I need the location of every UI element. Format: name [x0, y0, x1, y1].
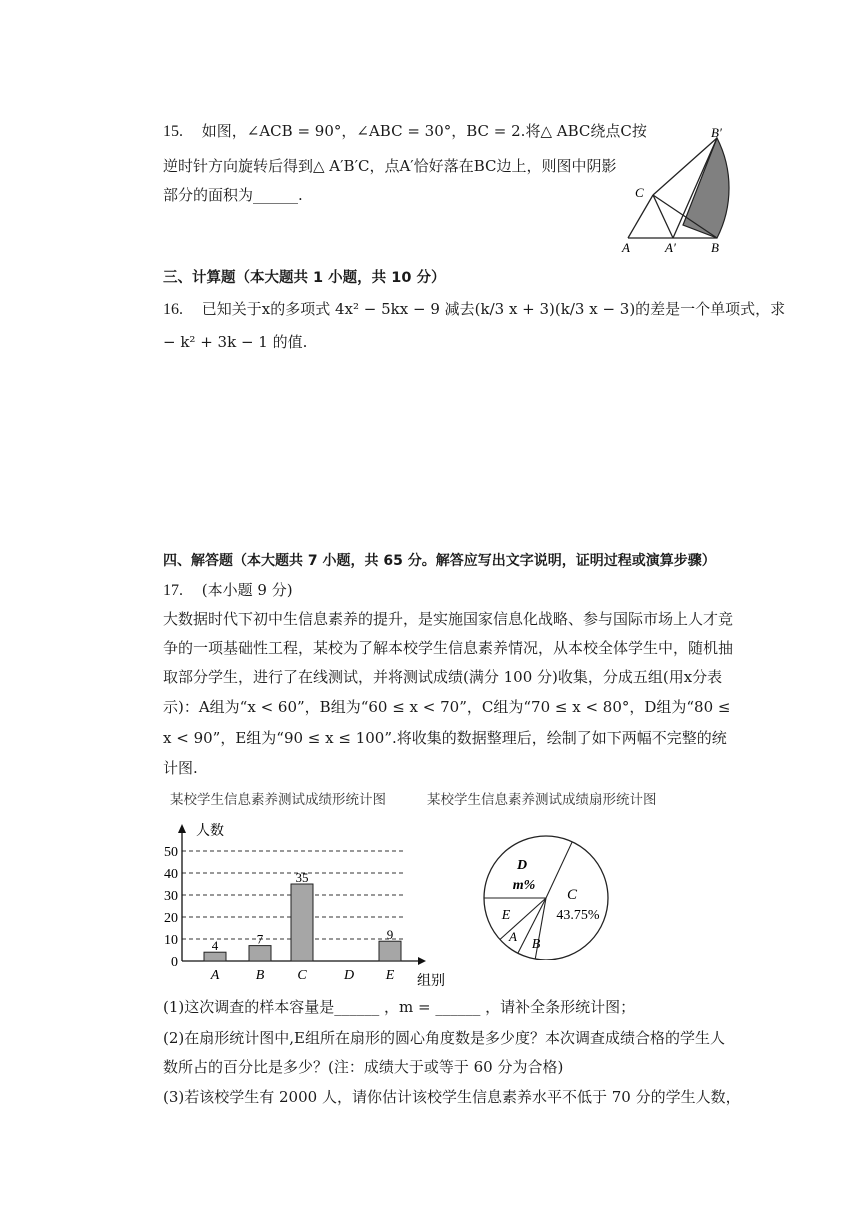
- q17-question-2: 数所占的百分比是多少？(注：成绩大于或等于 60 分为合格): [163, 1058, 564, 1076]
- y-tick-label: 20: [164, 911, 178, 926]
- y-tick-label: 10: [164, 933, 178, 948]
- y-tick-label: 40: [164, 867, 178, 882]
- x-tick-label-A: A: [210, 968, 220, 983]
- pie-chart: [480, 810, 615, 960]
- slice-name-B: B: [531, 937, 541, 952]
- label-C: C: [635, 185, 644, 200]
- x-tick-label-C: C: [297, 968, 307, 983]
- data-label-B: 7: [256, 931, 264, 947]
- q15-figure: [615, 125, 735, 255]
- y-tick-label: 0: [171, 955, 178, 970]
- y-axis-arrow: [178, 824, 186, 833]
- slice-name-C: C: [566, 887, 578, 903]
- slice-label-D: m%: [512, 878, 536, 893]
- label-A1: A′: [665, 240, 676, 255]
- section4-heading: 四、解答题（本大题共 7 小题，共 65 分。解答应写出文字说明，证明过程或演算步骤）: [163, 553, 716, 569]
- y-axis-label: 人数: [196, 823, 224, 839]
- bar-C: [291, 884, 313, 961]
- x-axis-arrow: [418, 957, 426, 965]
- q16-line1: [163, 299, 785, 320]
- slice-name-E: E: [501, 908, 511, 923]
- q17-question-0: (1)这次调查的样本容量是______ ，m = ______ ，请补全条形统计图；: [163, 998, 636, 1016]
- data-label-A: 4: [211, 938, 219, 954]
- y-tick-label: 50: [164, 845, 178, 860]
- y-tick-label: 30: [164, 889, 178, 904]
- slice-label-C: 43.75%: [556, 908, 600, 923]
- q17-para-1: 争的一项基础性工程，某校为了解本校学生信息素养情况，从本校全体学生中，随机抽: [163, 639, 734, 657]
- bar-A: [204, 952, 226, 961]
- x-axis-label: 组别: [417, 973, 445, 989]
- label-B1: B′: [711, 125, 722, 140]
- q15-number: 15.: [163, 123, 183, 140]
- q17-question-1: (2)在扇形统计图中,E组所在扇形的圆心角度数是多少度？本次调查成绩合格的学生人: [163, 1029, 725, 1047]
- q17-header: [163, 580, 293, 601]
- slice-name-D: D: [516, 858, 528, 873]
- x-tick-label-D: D: [343, 968, 355, 983]
- bar-B: [249, 946, 271, 961]
- label-B: B: [711, 240, 719, 255]
- q15-text-line2: 逆时针方向旋转后得到△ A′B′C，点A′恰好落在BC边上，则图中阴影: [163, 157, 617, 175]
- data-label-E: 9: [386, 927, 394, 943]
- q16-text-line1: 已知关于x的多项式 4x² − 5kx − 9 减去(k/3 x + 3)(k/3 x − 3)的差是一个单项式，求: [201, 300, 786, 318]
- q17-para-2: 取部分学生，进行了在线测试，并将测试成绩(满分 100 分)收集，分成五组(用x分表: [163, 668, 723, 686]
- q15-line1: [163, 121, 647, 142]
- q16-text-line2: − k² + 3k − 1 的值.: [163, 333, 308, 351]
- pie-chart-title: 某校学生信息素养测试成绩扇形统计图: [427, 792, 657, 808]
- q15-text-line1: 如图，∠ACB = 90°，∠ABC = 30°，BC = 2.将△ ABC绕点C按: [201, 122, 647, 140]
- bar-chart: [150, 815, 460, 990]
- x-tick-label-E: E: [385, 968, 395, 983]
- q15-text-line3: 部分的面积为______.: [163, 186, 303, 204]
- q17-para-0: 大数据时代下初中生信息素养的提升，是实施国家信息化战略、参与国际市场上人才竞: [163, 610, 734, 628]
- label-A: A: [622, 240, 630, 255]
- q16-number: 16.: [163, 301, 183, 318]
- q17-para-4: x < 90”，E组为“90 ≤ x ≤ 100”.将收集的数据整理后，绘制了如下两幅不完整的统: [163, 729, 727, 747]
- q17-points: (本小题 9 分): [201, 581, 293, 599]
- q17-para-3: 示)：A组为“x < 60”，B组为“60 ≤ x < 70”，C组为“70 ≤ x < 80°，D组为“80 ≤: [163, 698, 731, 716]
- data-label-C: 35: [295, 870, 309, 885]
- q17-para-5: 计图.: [163, 759, 198, 777]
- bar-E: [379, 941, 401, 961]
- q17-number: 17.: [163, 582, 183, 599]
- x-tick-label-B: B: [255, 968, 265, 983]
- section3-heading: 三、计算题（本大题共 1 小题，共 10 分）: [163, 270, 446, 286]
- shaded-region: [683, 138, 729, 238]
- q17-question-3: (3)若该校学生有 2000 人，请你估计该校学生信息素养水平不低于 70 分的学生人数，: [163, 1088, 741, 1106]
- bar-chart-title: 某校学生信息素养测试成绩形统计图: [170, 792, 386, 808]
- slice-name-A: A: [509, 929, 517, 944]
